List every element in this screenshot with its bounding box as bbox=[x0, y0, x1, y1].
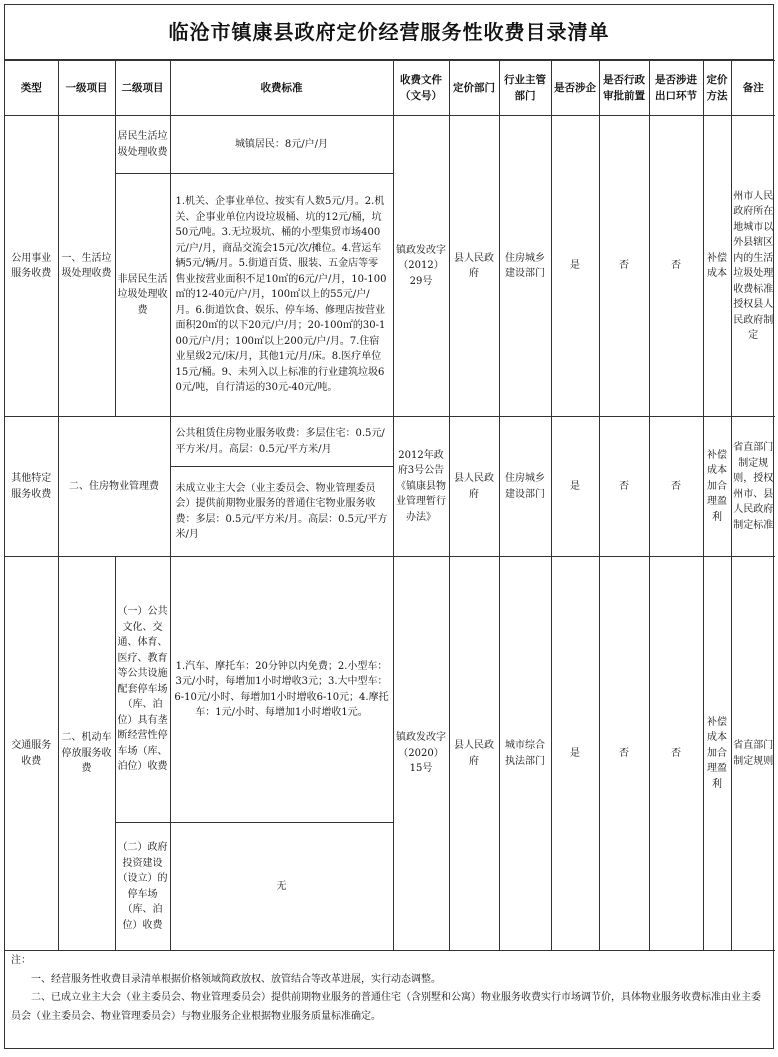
method-cell: 补偿成本加合理盈利 bbox=[703, 417, 731, 557]
header-cell: 二级项目 bbox=[115, 61, 170, 116]
remark-cell: 省直部门制定规则，授权州市、县人民政府制定标准 bbox=[731, 417, 775, 557]
method-cell: 补偿成本加合理盈利 bbox=[703, 557, 731, 951]
type-cell: 其他特定服务收费 bbox=[5, 417, 58, 557]
import-cell: 否 bbox=[649, 417, 703, 557]
dept-cell: 县人民政府 bbox=[449, 557, 499, 951]
header-cell: 收费标准 bbox=[170, 61, 393, 116]
enterprise-cell: 是 bbox=[551, 417, 599, 557]
header-cell: 行业主管部门 bbox=[499, 61, 551, 116]
header-cell: 是否涉企 bbox=[551, 61, 599, 116]
standard-cell: 无 bbox=[170, 823, 393, 951]
standard-cell: 城镇居民：8元/户/月 bbox=[170, 116, 393, 174]
header-cell: 一级项目 bbox=[58, 61, 115, 116]
standard-cell: 未成立业主大会（业主委员会、物业管理委员会）提供前期物业服务的普通住宅物业服务收费：多层：0.5元/平方米/月。高层：0.5元/平方米/月 bbox=[170, 467, 393, 557]
standard-cell: 1.机关、企事业单位、按实有人数5元/月。2.机关、企事业单位内设垃圾桶、坑的12元/桶，坑50元/吨。3.无垃圾坑、桶的小型集贸市场400元/户/月，商品交流会15元/次/摊位。4.营运车辆5元/辆/月。5.街道百货、服装、五金店等零售业按营业面积不足10㎡的6元/户/月，10-100㎡的12-40元/户/月，100㎡以上的55元/户/月。6.街道饮食、娱乐、停车场、修理店按营业面积20㎡的以下20元/户/月；20-100㎡的30-100元/户/月；100㎡以上200元/户/月。7.住宿业星级2元/床/月，其他1元/月/床。8.医疗单位15元/桶。9、未列入以上标准的行业建筑垃圾60元/吨，自行清运的30元-40元/吨。 bbox=[170, 174, 393, 417]
dept-cell: 县人民政府 bbox=[449, 417, 499, 557]
import-cell: 否 bbox=[649, 557, 703, 951]
approval-cell: 否 bbox=[599, 116, 649, 417]
header-cell: 定价方法 bbox=[703, 61, 731, 116]
method-cell: 补偿成本 bbox=[703, 116, 731, 417]
header-cell: 收费文件（文号） bbox=[393, 61, 449, 116]
doc-cell: 2012年政府3号公告《镇康县物业管理暂行办法》 bbox=[393, 417, 449, 557]
note-line: 一、经营服务性收费目录清单根据价格领域简政放权、放管结合等改革进展，实行动态调整。 bbox=[31, 973, 441, 985]
header-cell: 备注 bbox=[731, 61, 775, 116]
header-cell: 是否涉进出口环节 bbox=[649, 61, 703, 116]
page-title: 临沧市镇康县政府定价经营服务性收费目录清单 bbox=[5, 5, 773, 60]
type-cell: 交通服务收费 bbox=[5, 557, 58, 951]
doc-cell: 镇政发改字（2020）15号 bbox=[393, 557, 449, 951]
doc-cell: 镇政发改字（2012）29号 bbox=[393, 116, 449, 417]
fee-table bbox=[5, 60, 775, 951]
industry-cell: 城市综合执法部门 bbox=[499, 557, 551, 951]
industry-cell: 住房城乡建设部门 bbox=[499, 417, 551, 557]
table-header-row bbox=[5, 61, 775, 116]
dept-cell: 县人民政府 bbox=[449, 116, 499, 417]
level1-cell: 一、生活垃圾处理收费 bbox=[58, 116, 115, 417]
standard-cell: 公共租赁住房物业服务收费：多层住宅：0.5元/平方米/月。高层：0.5元/平方米/月 bbox=[170, 417, 393, 467]
level2-cell: 居民生活垃圾处理收费 bbox=[115, 116, 170, 174]
level2-cell: （一）公共文化、交通、体育、医疗、教育等公共设施配套停车场（库、泊位）具有垄断经营性停车场（库、泊位）收费 bbox=[115, 557, 170, 823]
level1-cell: 二、住房物业管理费 bbox=[58, 417, 170, 557]
level2-cell: 非居民生活垃圾处理收费 bbox=[115, 174, 170, 417]
table-row bbox=[5, 116, 775, 174]
header-cell: 是否行政审批前置 bbox=[599, 61, 649, 116]
header-cell: 定价部门 bbox=[449, 61, 499, 116]
note-line: 二、已成立业主大会（业主委员会、物业管理委员会）提供前期物业服务的普通住宅（含别墅和公寓）物业服务收费实行市场调节价，具体物业服务收费标准由业主委员会（业主委员会、物业管理委员会）与物业服务企业根据物业服务质量标准确定。 bbox=[11, 992, 761, 1022]
import-cell: 否 bbox=[649, 116, 703, 417]
notes-section bbox=[5, 948, 773, 1026]
level2-cell: （二）政府投资建设（设立）的停车场（库、泊位）收费 bbox=[115, 823, 170, 951]
enterprise-cell: 是 bbox=[551, 116, 599, 417]
approval-cell: 否 bbox=[599, 417, 649, 557]
type-cell: 公用事业服务收费 bbox=[5, 116, 58, 417]
remark-cell: 州市人民政府所在地城市以外县辖区内的生活垃圾处理收费标准授权县人民政府制定 bbox=[731, 116, 775, 417]
table-row bbox=[5, 417, 775, 467]
document-page bbox=[4, 4, 774, 1049]
approval-cell: 否 bbox=[599, 557, 649, 951]
notes-label: 注： bbox=[11, 955, 31, 966]
table-row bbox=[5, 557, 775, 823]
level1-cell: 二、机动车停放服务收费 bbox=[58, 557, 115, 951]
industry-cell: 住房城乡建设部门 bbox=[499, 116, 551, 417]
standard-cell: 1.汽车、摩托车：20分钟以内免费；2.小型车：3元/小时，每增加1小时增收3元；3.大中型车：6-10元/小时、每增加1小时增收6-10元；4.摩托车：1元/小时、每增加1小时增收1元。 bbox=[170, 557, 393, 823]
enterprise-cell: 是 bbox=[551, 557, 599, 951]
remark-cell: 省直部门制定规则 bbox=[731, 557, 775, 951]
header-cell: 类型 bbox=[5, 61, 58, 116]
